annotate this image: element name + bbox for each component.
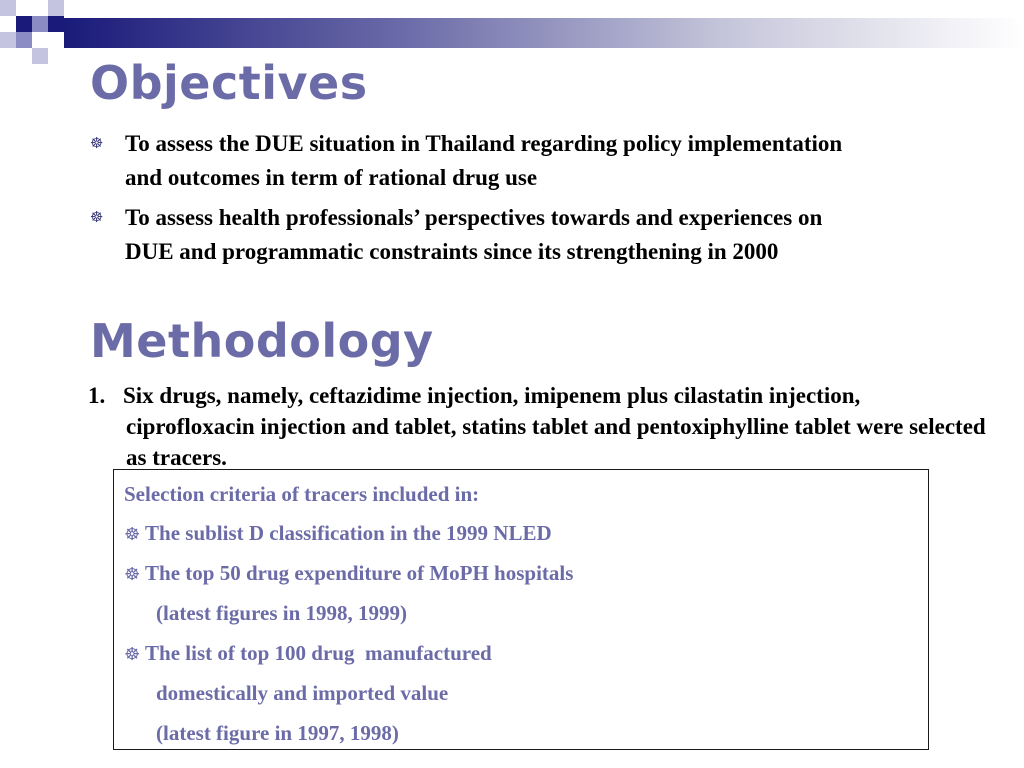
decor-square (16, 16, 32, 32)
decor-square (32, 16, 48, 32)
criteria-item-continuation: (latest figure in 1997, 1998) (156, 721, 399, 745)
methodology-item (88, 380, 986, 473)
criteria-item-text: The sublist D classification in the 1999 NLED (145, 521, 552, 545)
criteria-item-continuation: (latest figures in 1998, 1999) (156, 601, 408, 625)
criteria-item (124, 641, 492, 666)
decor-square (48, 16, 64, 32)
dharma-wheel-icon: ☸ (90, 210, 104, 226)
methodology-item-number: 1. (88, 383, 106, 408)
criteria-heading: Selection criteria of tracers included in: (124, 482, 480, 506)
criteria-item-continuation: domestically and imported value (156, 681, 449, 705)
objective-item (90, 201, 870, 269)
methodology-title: Methodology (90, 314, 434, 368)
objective-text: To assess health professionals’ perspectives towards and experiences on DUE and programmatic constraints since its strengthening in 2000 (125, 205, 823, 264)
objective-text: To assess the DUE situation in Thailand regarding policy implementation and outcomes in term of rational drug use (125, 131, 843, 190)
dharma-wheel-icon: ☸ (124, 524, 141, 544)
criteria-item-text: The top 50 drug expenditure of MoPH hospitals (145, 561, 574, 585)
selection-criteria-box (113, 469, 929, 750)
objective-item (90, 127, 870, 195)
top-gradient-bar (64, 18, 1024, 48)
dharma-wheel-icon: ☸ (90, 136, 104, 152)
decor-square (16, 32, 32, 48)
methodology-item-text: Six drugs, namely, ceftazidime injection, imipenem plus cilastatin injection, ciprofloxacin injection and tablet, statins tablet and pentoxiphylline tablet were selected as tracers. (123, 383, 986, 470)
decor-square (0, 0, 16, 16)
decor-square (48, 0, 64, 16)
criteria-item (124, 561, 573, 586)
decor-square (32, 48, 48, 64)
criteria-item (124, 521, 552, 546)
dharma-wheel-icon: ☸ (124, 564, 141, 584)
objectives-title: Objectives (90, 56, 368, 110)
dharma-wheel-icon: ☸ (124, 644, 141, 664)
decor-square (0, 32, 16, 48)
criteria-item-text: The list of top 100 drug manufactured (145, 641, 492, 665)
